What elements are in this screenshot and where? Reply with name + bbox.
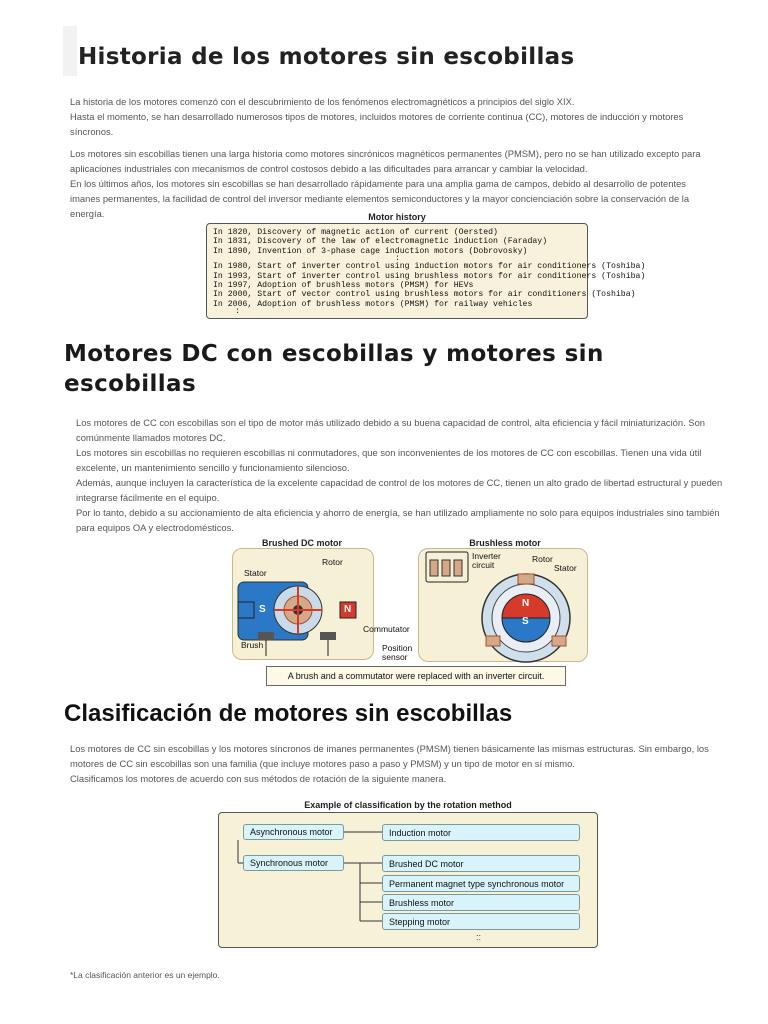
pole-s-brushless: S (522, 616, 529, 627)
dc-p2: Los motores sin escobillas no requieren escobillas ni conmutadores, que son inconvenientes de los motores de CC con escobillas. Tienen una vida útil excelente, un mantenimiento sencillo y funcionamiento silencioso. (76, 447, 702, 473)
stator-label: Stator (244, 568, 267, 578)
stepping-motor-box: Stepping motor (382, 913, 580, 930)
title-bar-accent (63, 26, 77, 76)
replacement-banner: A brush and a commutator were replaced with an inverter circuit. (266, 666, 566, 686)
section-title-history: Historia de los motores sin escobillas (78, 44, 575, 70)
history-paragraphs (70, 94, 710, 221)
dc-p4: Por lo tanto, debido a su accionamiento de alta eficiencia y ahorro de energía, se han utilizado ampliamente no solo para equipos industriales sino también para equipos OA y electrodomésticos. (76, 507, 720, 533)
history-p3: Los motores sin escobillas tienen una larga historia como motores sincrónicos magnéticos permanentes (PMSM), pero no se han utilizado excepto para aplicaciones industriales con mecanismos de control costosos debido a las dificultades para arrancar y cambiar la velocidad. (70, 148, 701, 174)
motor-history-caption: Motor history (368, 212, 426, 222)
stator2-label: Stator (554, 563, 577, 573)
history-line: In 2000, Start of vector control using brushless motors for air conditioners (Toshiba) (213, 290, 636, 300)
pole-n-brushless: N (522, 598, 530, 609)
section-title-dc-vs-brushless: Motores DC con escobillas y motores sin escobillas (64, 341, 604, 397)
dc-p1: Los motores de CC con escobillas son el tipo de motor más utilizado debido a su buena capacidad de control, alta eficiencia y fácil miniaturización. Son comúnmente llamados motores DC. (76, 417, 705, 443)
history-p1: La historia de los motores comenzó con el descubrimiento de los fenómenos electromagnéticos a principios del siglo XIX. (70, 96, 575, 107)
history-p2: Hasta el momento, se han desarrollado numerosos tipos de motores, incluidos motores de corriente continua (CC), motores de inducción y motores síncronos. (70, 111, 684, 137)
brushless-motor-box: Brushless motor (382, 894, 580, 911)
class-p2: Clasificamos los motores de acuerdo con sus métodos de rotación de la siguiente manera. (70, 773, 447, 784)
dc-p3: Además, aunque incluyen la característica de la excelente capacidad de control de los motores de CC, tienen un alto grado de libertad estructural y pueden integrarse fácilmente en el equipo. (76, 477, 723, 503)
classification-ellipsis: :: (476, 932, 482, 942)
rotor-label: Rotor (322, 557, 343, 567)
history-line: In 1831, Discovery of the law of electromagnetic induction (Faraday) (213, 237, 548, 247)
pole-n-brushed: N (344, 604, 352, 615)
brushless-title: Brushless motor (469, 538, 541, 548)
commutator-label: Commutator (363, 624, 410, 634)
sync-motor-box: Synchronous motor (243, 855, 344, 871)
history-ellipsis: : (235, 307, 240, 317)
brushed-title: Brushed DC motor (261, 538, 342, 548)
induction-motor-box: Induction motor (382, 824, 580, 841)
class-p1: Los motores de CC sin escobillas y los motores síncronos de imanes permanentes (PMSM) tienen básicamente las mismas estructuras. Sin embargo, los motores de CC sin escobillas son una familia (que incluye motores paso a paso y PMSM) y un tipo de motor en sí mismo. (70, 743, 709, 769)
history-ellipsis: : (395, 254, 400, 264)
pmsm-box: Permanent magnet type synchronous motor (382, 875, 580, 892)
classification-caption: Example of classification by the rotation method (304, 800, 512, 810)
motor-history-box (206, 223, 646, 319)
history-p4: En los últimos años, los motores sin escobillas se han desarrollado rápidamente para una amplia gama de campos, debido al desarrollo de potentes imanes permanentes, la facilidad de control del inversor mediante elementos semiconductores y la mayor concienciación sobre la conservación de la energía. (70, 178, 690, 219)
history-line: In 1890, Invention of 3-phase cage induction motors (Dobrovosky) (213, 246, 528, 256)
rotor2-label: Rotor (532, 554, 553, 564)
history-line: In 1993, Start of inverter control using brushless motors for air conditioners (Toshiba) (213, 271, 646, 281)
section-title-classification: Clasificación de motores sin escobillas (64, 700, 513, 727)
brushed-dc-motor-box: Brushed DC motor (382, 855, 580, 872)
history-line: In 1997, Adoption of brushless motors (PMSM) for HEVs (213, 281, 474, 291)
dc-paragraphs (76, 415, 726, 535)
position-sensor-label: Position sensor (382, 643, 413, 662)
classification-paragraphs (70, 741, 740, 786)
history-line: In 1820, Discovery of magnetic action of current (Oersted) (213, 228, 498, 237)
pole-s-brushed: S (259, 604, 266, 615)
history-line: In 1980, Start of inverter control using induction motors for air conditioners (Toshiba) (213, 262, 646, 272)
footnote: *La clasificación anterior es un ejemplo. (70, 970, 220, 980)
inverter-circuit-label: Inverter circuit (472, 551, 501, 570)
history-line: In 2006, Adoption of brushless motors (PMSM) for railway vehicles (213, 299, 533, 309)
async-motor-box: Asynchronous motor (243, 824, 344, 840)
brush-label: Brush (241, 640, 264, 650)
